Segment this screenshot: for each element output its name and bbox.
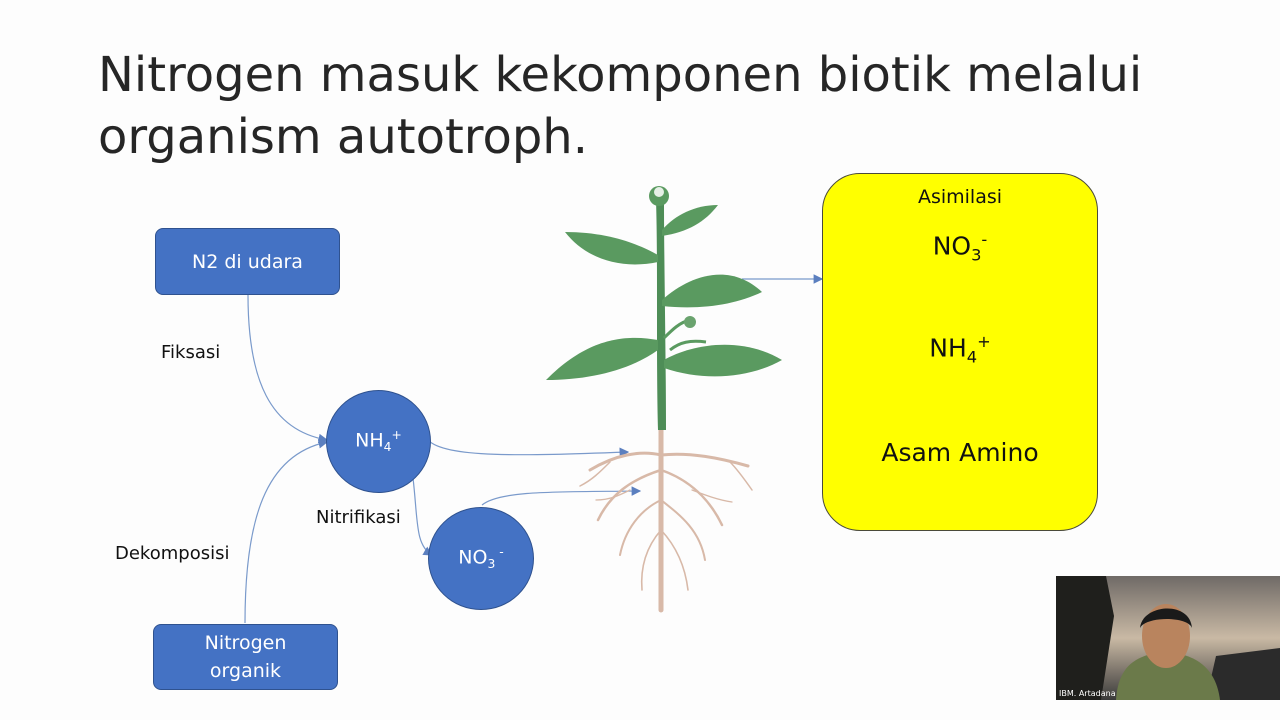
title-line-1: Nitrogen masuk kekomponen biotik melalui bbox=[98, 47, 1143, 103]
no3-base: NO bbox=[458, 546, 488, 569]
step-nh4-sub: 4 bbox=[966, 347, 978, 367]
no3-sub: 3 bbox=[487, 557, 496, 572]
nh4-sup: + bbox=[391, 428, 402, 443]
fiksasi-label: Fiksasi bbox=[161, 342, 221, 363]
title-line-2: organism autotroph. bbox=[98, 109, 588, 165]
step-no3-sup: - bbox=[981, 230, 988, 249]
plant-roots bbox=[580, 430, 752, 610]
nh4-base: NH bbox=[355, 429, 384, 452]
webcam-video-tile[interactable] bbox=[1056, 576, 1280, 700]
plant-stem-and-leaves bbox=[546, 186, 782, 430]
step-nh4-base: NH bbox=[929, 333, 967, 363]
organic-nitrogen-line2: organik bbox=[209, 660, 282, 682]
step-no3-base: NO bbox=[932, 231, 972, 261]
assimilation-title: Asimilasi bbox=[917, 186, 1003, 208]
no3-sup: - bbox=[495, 545, 504, 560]
nh4-sub: 4 bbox=[383, 440, 392, 455]
organic-nitrogen-line1: Nitrogen bbox=[204, 632, 287, 654]
assimilation-step-no3 bbox=[823, 230, 1097, 264]
webcam-feed bbox=[1056, 576, 1280, 700]
step-no3-sub: 3 bbox=[971, 245, 982, 265]
dekomposisi-label: Dekomposisi bbox=[115, 543, 230, 564]
n2-air-label: N2 di udara bbox=[192, 250, 303, 273]
participant-name: IBM. Artadana bbox=[1059, 689, 1116, 698]
step-nh4-sup: + bbox=[977, 332, 991, 351]
nitrifikasi-label: Nitrifikasi bbox=[316, 507, 401, 528]
assimilation-step-nh4 bbox=[823, 332, 1097, 366]
assimilation-box bbox=[822, 173, 1098, 531]
assimilation-step-amino-acid: Asam Amino bbox=[881, 438, 1039, 467]
